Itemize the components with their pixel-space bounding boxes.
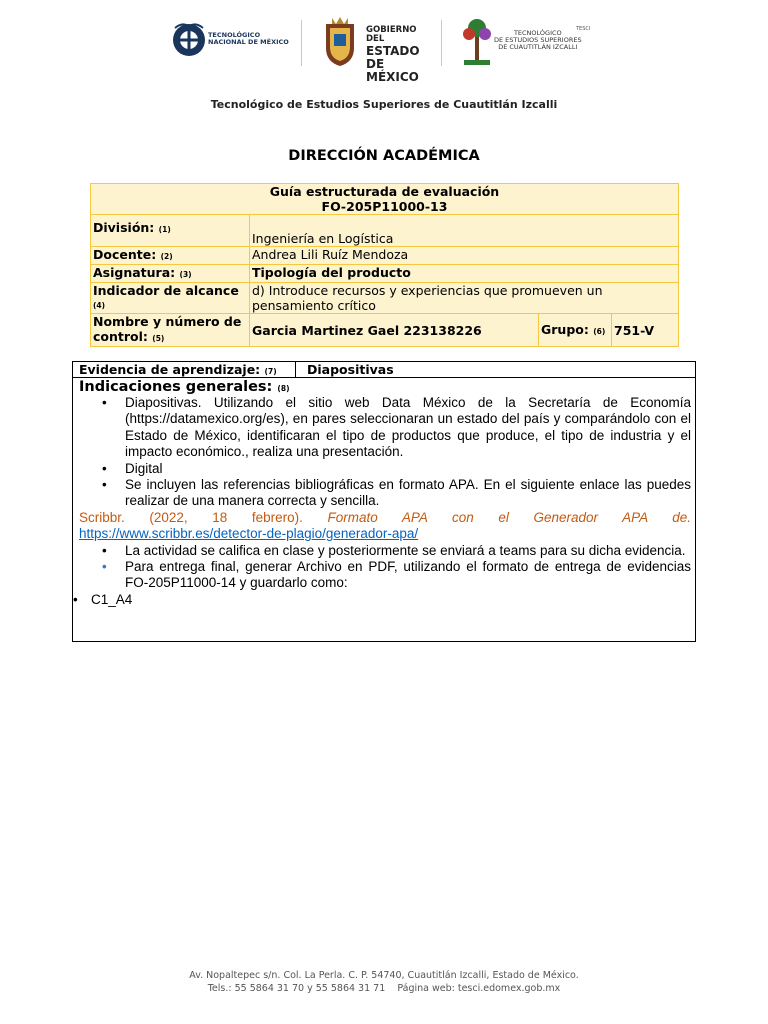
indicador-label-cell <box>91 283 250 314</box>
table-row <box>91 215 679 247</box>
indicador-num: (4) <box>93 301 106 310</box>
logo-separator <box>301 20 302 66</box>
institution-name: Tecnológico de Estudios Superiores de Cuautitlán Izcalli <box>210 98 558 111</box>
item-text: Se incluyen las referencias bibliográficas en formato APA. En el siguiente enlace las puedes realizar de una manera correcta y sencilla. <box>125 477 691 509</box>
division-label: División: <box>93 220 155 235</box>
item-text: Para entrega final, generar Archivo en PDF, utilizando el formato de entrega de evidencias FO-205P11000-14 y guardarlo como: <box>125 559 691 591</box>
division-value: Ingeniería en Logística <box>250 215 679 247</box>
edomex-shield-icon <box>320 14 360 68</box>
footer-address: Av. Nopaltepec s/n. Col. La Perla. C. P. 54740, Cuautitlán Izcalli, Estado de México. <box>189 970 579 981</box>
item-text: Digital <box>125 460 163 476</box>
bullet-icon: • <box>102 395 107 410</box>
bullet-icon: • <box>102 542 107 558</box>
asignatura-num: (3) <box>179 270 192 279</box>
reference-link-line <box>79 526 691 542</box>
evaluation-guide-table <box>90 183 679 347</box>
evidence-label-cell <box>79 362 277 379</box>
edomex-line2: ESTADO DE <box>366 43 420 71</box>
tesci-logo <box>460 14 591 70</box>
tesci-vertical-text: TESCI <box>576 26 591 32</box>
nombre-label: Nombre y número de control: <box>93 314 242 344</box>
evidence-section <box>72 361 696 642</box>
guide-header <box>91 184 679 215</box>
docente-label-cell <box>91 247 250 265</box>
evidence-label: Evidencia de aprendizaje: <box>79 362 261 377</box>
division-num: (1) <box>158 225 171 234</box>
table-row <box>91 283 679 314</box>
reference-text: Scribbr. (2022, 18 febrero). <box>79 509 303 525</box>
table-row <box>91 247 679 265</box>
nombre-num: (5) <box>152 334 165 343</box>
table-row <box>91 184 679 215</box>
guide-title: Guía estructurada de evaluación <box>269 184 500 199</box>
docente-label: Docente: <box>93 247 157 262</box>
asignatura-value: Tipología del producto <box>250 265 679 283</box>
tesci-line2: DE ESTUDIOS SUPERIORES <box>494 36 582 45</box>
footer-contact: Tels.: 55 5864 31 70 y 55 5864 31 71 Página web: tesci.edomex.gob.mx <box>207 983 561 994</box>
nombre-label-cell <box>91 314 250 347</box>
edomex-line3: MÉXICO <box>366 70 419 85</box>
reference-link[interactable]: https://www.scribbr.es/detector-de-plagio/generador-apa/ <box>79 526 419 542</box>
reference-italic: Formato APA con el Generador APA de. <box>327 509 691 525</box>
guide-code: FO-205P11000-13 <box>321 199 448 214</box>
indicador-label: Indicador de alcance <box>93 283 239 298</box>
page-footer <box>0 969 768 995</box>
grupo-label-cell <box>539 314 612 347</box>
asignatura-label: Asignatura: <box>93 265 176 280</box>
page-title: DIRECCIÓN ACADÉMICA <box>288 148 480 164</box>
item-text: La actividad se califica en clase y posteriormente se enviará a teams para su dicha evidencia. <box>125 542 686 558</box>
edomex-logo-text <box>366 26 428 84</box>
evidence-header-row <box>73 362 695 378</box>
tesci-line3: DE CUAUTITLÁN IZCALLI <box>498 43 578 52</box>
tesci-logo-text <box>494 30 582 51</box>
list-item <box>73 592 691 608</box>
evidence-value: Diapositivas <box>307 362 394 377</box>
bullet-icon: • <box>73 591 78 607</box>
bullet-icon: • <box>102 559 107 575</box>
grupo-num: (6) <box>593 326 606 336</box>
docente-value: Andrea Lili Ruíz Mendoza <box>250 247 679 265</box>
edomex-line1: GOBIERNO DEL <box>366 25 417 45</box>
header-logos <box>0 14 768 85</box>
list-item <box>79 543 691 559</box>
logo-separator <box>441 20 442 66</box>
table-row <box>91 314 679 347</box>
bullet-icon: • <box>102 460 107 476</box>
tesci-tree-icon <box>460 14 494 68</box>
evidence-num: (7) <box>264 367 277 376</box>
grupo-value: 751-V <box>612 314 679 347</box>
table-row <box>91 265 679 283</box>
list-item <box>79 477 691 510</box>
grupo-label: Grupo: <box>541 321 589 337</box>
tecnm-logo <box>172 14 292 70</box>
indicaciones-num: (8) <box>277 384 290 393</box>
asignatura-label-cell <box>91 265 250 283</box>
bullet-icon: • <box>102 477 107 493</box>
division-label-cell <box>91 215 250 247</box>
item-text: C1_A4 <box>91 591 133 607</box>
list-item <box>79 461 691 477</box>
nombre-value: Garcia Martinez Gael 223138226 <box>250 314 539 347</box>
list-item <box>79 395 691 461</box>
tesci-line1: TECNOLÓGICO <box>513 29 562 37</box>
indicador-value: d) Introduce recursos y experiencias que promueven un pensamiento crítico <box>250 283 679 314</box>
indicaciones-label: Indicaciones generales: <box>79 379 273 395</box>
item-text: Diapositivas. Utilizando el sitio web Data México de la Secretaría de Economía (https://datamexico.org/es), en pares seleccionaran un estado del país y comparándolo con el Estado de México, identificaran el tipo de productos que produce, el tipo de industria y el impacto económico., realiza una presentación. <box>125 395 691 460</box>
edomex-logo <box>320 14 428 85</box>
tecnm-logo-text: TECNOLÓGICO NACIONAL DE MÉXICO <box>208 31 289 47</box>
list-item <box>79 559 691 592</box>
evidence-divider <box>295 362 296 377</box>
tecnm-emblem-icon <box>172 14 206 66</box>
reference-citation <box>79 510 691 526</box>
indicaciones-body <box>73 395 691 608</box>
docente-num: (2) <box>160 252 173 261</box>
